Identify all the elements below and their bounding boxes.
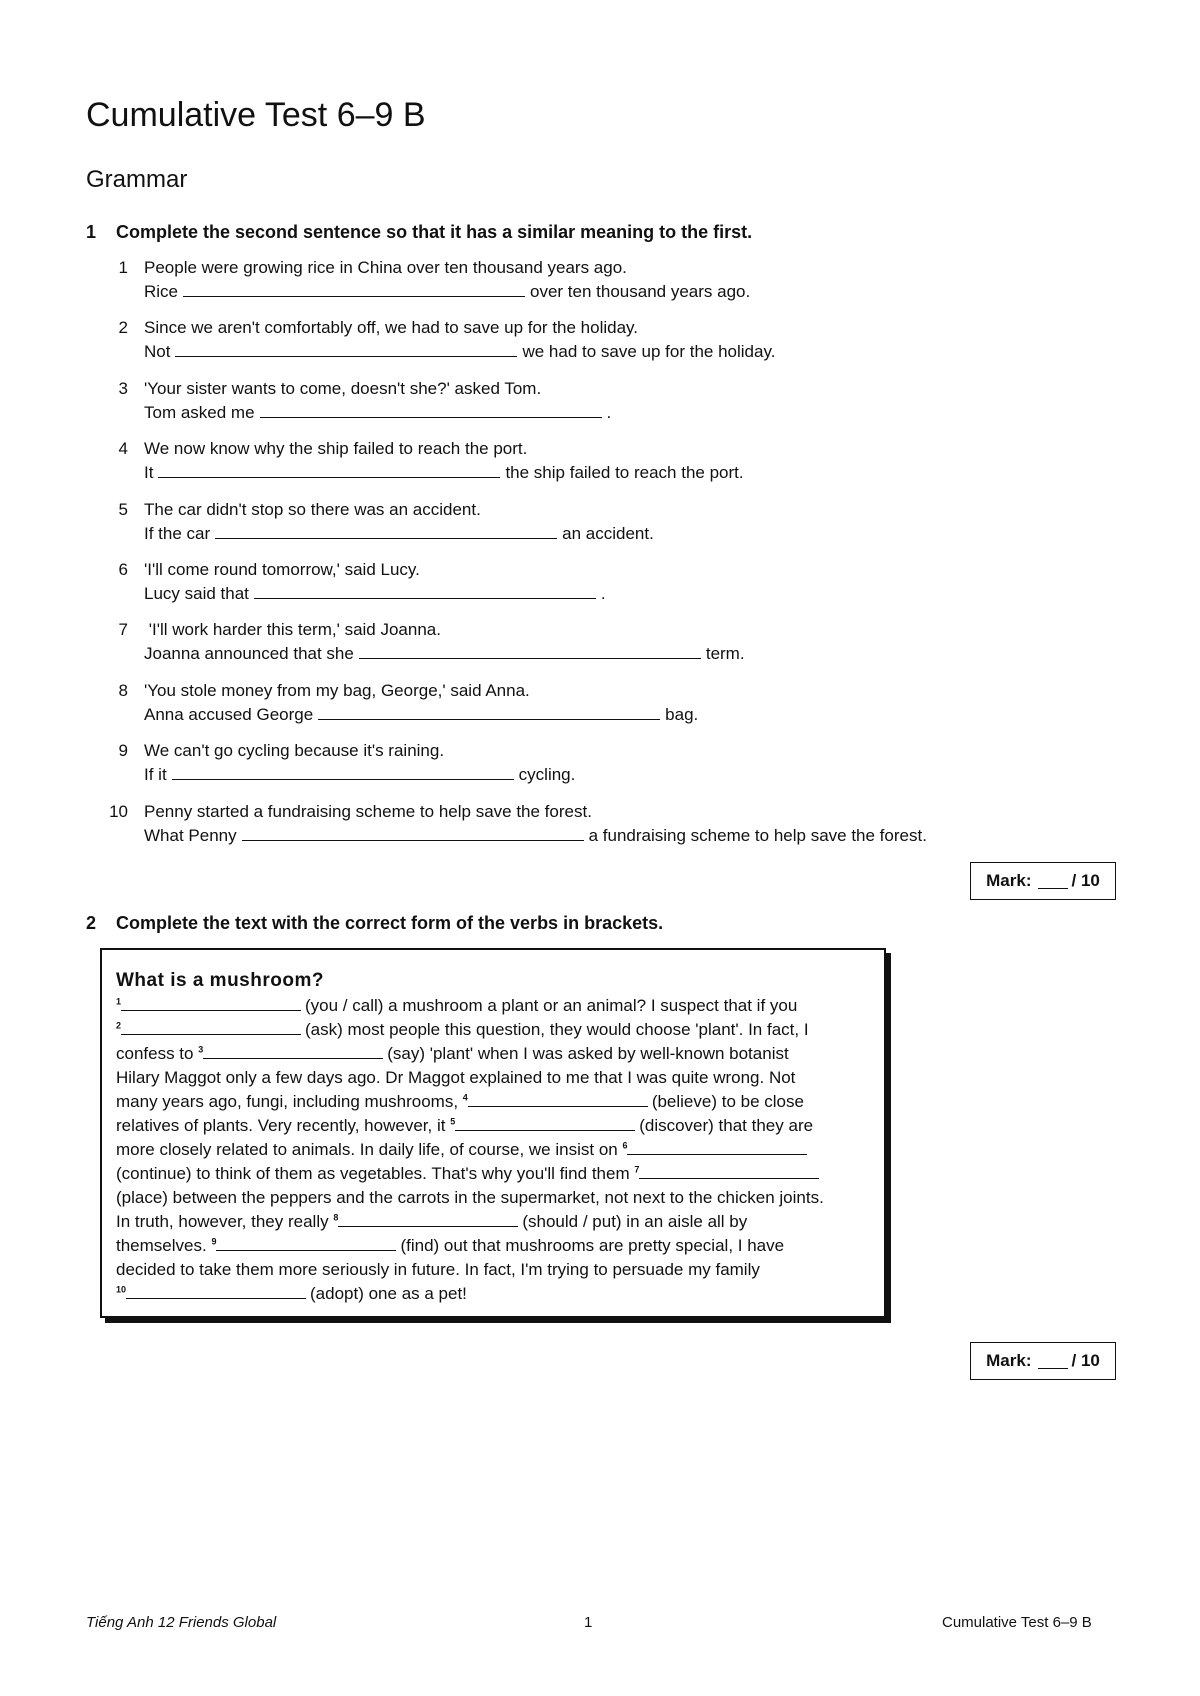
text-blank[interactable] <box>338 1211 518 1227</box>
mark-blank[interactable] <box>1038 874 1068 889</box>
text-blank[interactable] <box>203 1043 383 1059</box>
item-suffix: bag. <box>665 704 699 724</box>
item-number: 9 <box>118 741 128 761</box>
text-line: (discover) that they are <box>639 1116 814 1135</box>
text-blank[interactable] <box>627 1139 807 1155</box>
item-suffix: an accident. <box>562 523 654 543</box>
text-line: relatives of plants. Very recently, however, it <box>116 1116 451 1135</box>
answer-blank[interactable] <box>359 642 701 659</box>
cloze-text <box>116 994 884 1306</box>
mark-label: Mark: <box>986 1351 1032 1370</box>
answer-blank[interactable] <box>215 522 557 539</box>
item-suffix: . <box>606 402 612 422</box>
item-number: 7 <box>118 620 128 640</box>
item-sentence: 'Your sister wants to come, doesn't she?' asked Tom. <box>144 378 542 398</box>
item-number: 1 <box>118 258 128 277</box>
item-sentence: The car didn't stop so there was an accident. <box>144 499 481 519</box>
text-line: themselves. <box>116 1236 212 1255</box>
list-item <box>106 800 1006 860</box>
item-sentence: We can't go cycling because it's raining. <box>144 741 445 761</box>
page-title: Cumulative Test 6–9 B <box>86 96 426 134</box>
list-item <box>106 558 1006 618</box>
list-item <box>106 256 1006 316</box>
text-line: (ask) most people this question, they would choose 'plant'. In fact, I <box>305 1020 809 1039</box>
gap-number: 9 <box>211 1236 217 1247</box>
answer-blank[interactable] <box>175 340 517 357</box>
exercise-1-items <box>106 256 1006 860</box>
answer-blank[interactable] <box>254 582 596 599</box>
item-prefix: What Penny <box>144 825 237 845</box>
item-suffix: we had to save up for the holiday. <box>522 342 776 362</box>
answer-blank[interactable] <box>183 280 525 297</box>
list-item <box>106 316 1006 376</box>
gap-number: 7 <box>634 1164 640 1175</box>
text-blank[interactable] <box>121 995 301 1011</box>
text-line: In truth, however, they really <box>116 1212 334 1231</box>
text-line: (you / call) a mushroom a plant or an animal? I suspect that if you <box>305 996 798 1015</box>
item-sentence: We now know why the ship failed to reach the port. <box>144 439 528 459</box>
text-blank[interactable] <box>468 1091 648 1107</box>
text-blank[interactable] <box>126 1283 306 1299</box>
item-suffix: the ship failed to reach the port. <box>505 463 744 483</box>
gap-number: 4 <box>462 1092 468 1103</box>
item-suffix: a fundraising scheme to help save the forest. <box>588 825 927 845</box>
item-number: 5 <box>118 499 128 519</box>
exercise-instruction: Complete the second sentence so that it has a similar meaning to the first. <box>116 222 753 242</box>
exercise-1-instruction <box>86 222 752 243</box>
mark-total: / 10 <box>1071 871 1100 890</box>
answer-blank[interactable] <box>172 763 514 780</box>
text-line: (find) out that mushrooms are pretty special, I have <box>400 1236 785 1255</box>
text-line: decided to take them more seriously in future. In fact, I'm trying to persuade my family <box>116 1260 760 1279</box>
gap-number: 6 <box>622 1140 628 1151</box>
mark-box <box>970 1342 1116 1380</box>
exercise-2-instruction <box>86 913 663 934</box>
gap-number: 3 <box>198 1044 204 1055</box>
list-item <box>106 618 1006 678</box>
exercise-instruction: Complete the text with the correct form of the verbs in brackets. <box>116 913 664 933</box>
text-blank[interactable] <box>639 1163 819 1179</box>
item-prefix: Anna accused George <box>144 704 314 724</box>
text-line: confess to <box>116 1044 199 1063</box>
list-item <box>106 679 1006 739</box>
item-number: 6 <box>118 559 128 579</box>
exercise-number: 1 <box>86 222 97 242</box>
gap-number: 1 <box>116 996 122 1007</box>
reading-text-box <box>100 948 886 1318</box>
item-sentence: People were growing rice in China over ten thousand years ago. <box>144 258 627 277</box>
text-blank[interactable] <box>216 1235 396 1251</box>
answer-blank[interactable] <box>158 461 500 478</box>
footer-test-title: Cumulative Test 6–9 B <box>942 1614 1092 1631</box>
box-title: What is a mushroom? <box>116 970 324 991</box>
list-item <box>106 739 1006 799</box>
gap-number: 8 <box>333 1212 339 1223</box>
item-prefix: Tom asked me <box>144 402 255 422</box>
gap-number: 10 <box>116 1284 127 1295</box>
footer-book-title: Tiếng Anh 12 Friends Global <box>86 1614 277 1631</box>
item-suffix: cycling. <box>518 765 576 785</box>
footer-page-number: 1 <box>584 1614 593 1631</box>
text-blank[interactable] <box>455 1115 635 1131</box>
item-sentence: 'You stole money from my bag, George,' said Anna. <box>144 680 530 700</box>
item-prefix: If the car <box>144 523 211 543</box>
item-sentence: Penny started a fundraising scheme to help save the forest. <box>144 801 592 821</box>
answer-blank[interactable] <box>242 824 584 841</box>
list-item <box>106 377 1006 437</box>
item-prefix: If it <box>144 765 167 785</box>
item-number: 10 <box>109 801 128 821</box>
item-suffix: . <box>600 583 606 603</box>
answer-blank[interactable] <box>260 401 602 418</box>
text-line: more closely related to animals. In daily life, of course, we insist on <box>116 1140 623 1159</box>
item-number: 3 <box>118 378 128 398</box>
text-line: (adopt) one as a pet! <box>310 1284 467 1303</box>
mark-box <box>970 862 1116 900</box>
item-prefix: Rice <box>144 282 179 301</box>
item-number: 4 <box>118 439 128 459</box>
text-line: (continue) to think of them as vegetables. That's why you'll find them <box>116 1164 635 1183</box>
item-number: 8 <box>118 680 128 700</box>
text-line: (place) between the peppers and the carrots in the supermarket, not next to the chicken joints. <box>116 1188 824 1207</box>
mark-blank[interactable] <box>1038 1354 1068 1369</box>
list-item <box>106 498 1006 558</box>
mark-label: Mark: <box>986 871 1032 890</box>
item-sentence: 'I'll work harder this term,' said Joanna. <box>144 620 441 640</box>
item-prefix: Joanna announced that she <box>144 644 354 664</box>
section-heading: Grammar <box>86 166 188 193</box>
item-sentence: Since we aren't comfortably off, we had to save up for the holiday. <box>144 318 639 338</box>
gap-number: 5 <box>450 1116 456 1127</box>
item-number: 2 <box>118 318 128 338</box>
text-line: (believe) to be close <box>651 1092 804 1111</box>
mark-total: / 10 <box>1071 1351 1100 1370</box>
text-line: Hilary Maggot only a few days ago. Dr Maggot explained to me that I was quite wrong. Not <box>116 1068 796 1087</box>
exercise-number: 2 <box>86 913 97 933</box>
gap-number: 2 <box>116 1020 122 1031</box>
item-suffix: term. <box>705 644 745 664</box>
item-prefix: Not <box>144 342 171 362</box>
item-prefix: It <box>144 463 154 483</box>
text-line: (say) 'plant' when I was asked by well-known botanist <box>387 1044 789 1063</box>
text-blank[interactable] <box>121 1019 301 1035</box>
item-prefix: Lucy said that <box>144 583 249 603</box>
text-line: many years ago, fungi, including mushrooms, <box>116 1092 463 1111</box>
item-suffix: over ten thousand years ago. <box>530 282 751 301</box>
text-line: (should / put) in an aisle all by <box>522 1212 748 1231</box>
answer-blank[interactable] <box>318 703 660 720</box>
item-sentence: 'I'll come round tomorrow,' said Lucy. <box>144 559 420 579</box>
list-item <box>106 437 1006 497</box>
